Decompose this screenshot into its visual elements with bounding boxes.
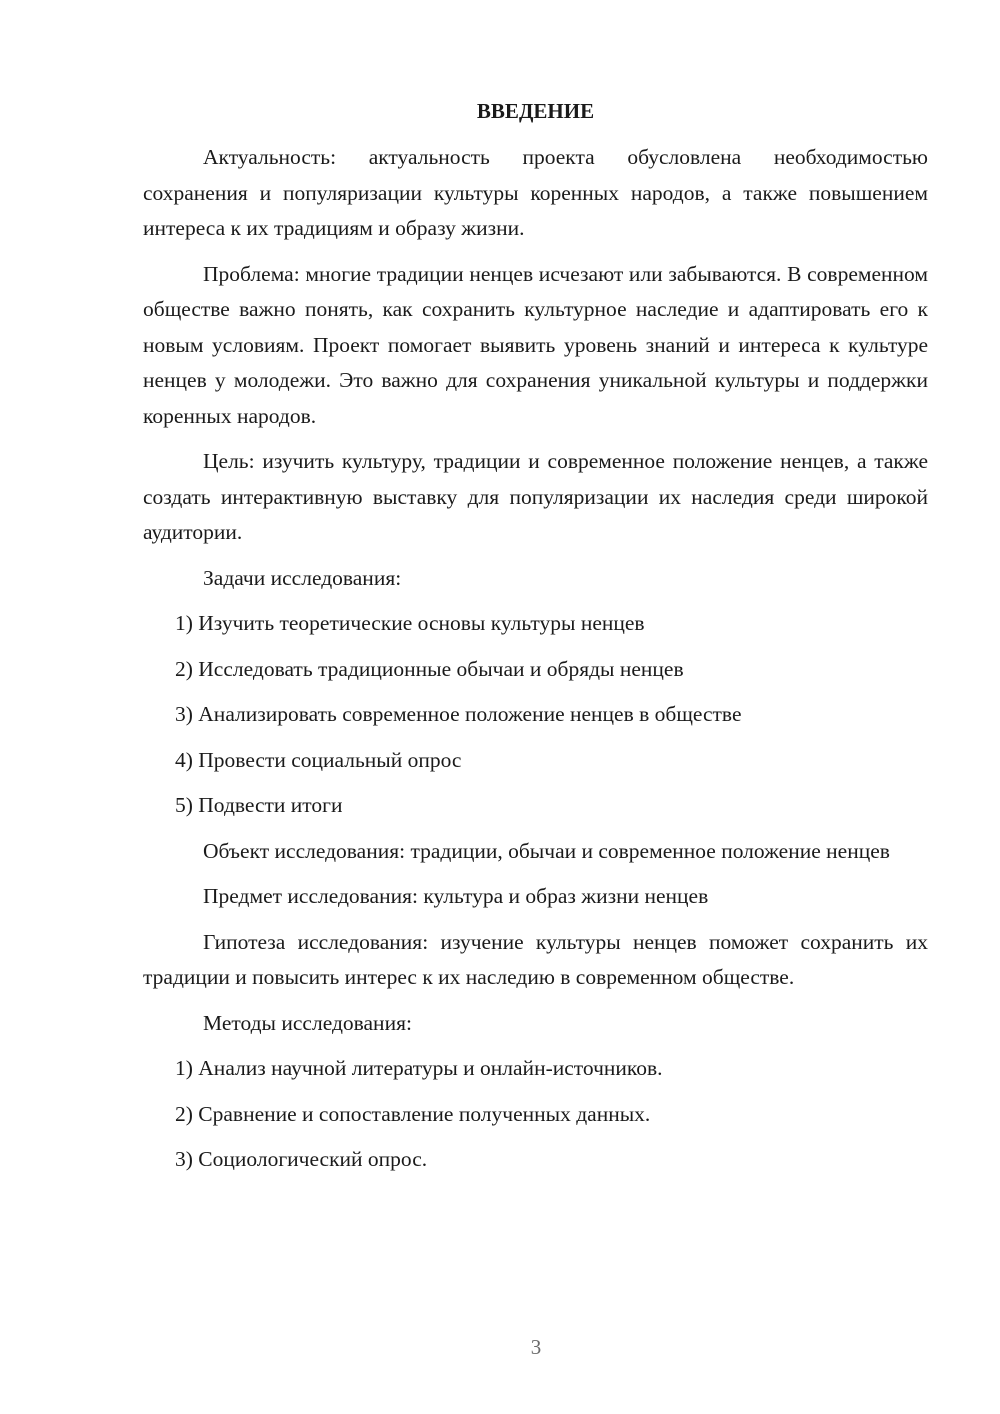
relevance-paragraph: Актуальность: актуальность проекта обусловлена необходимостью сохранения и популяризации культуры коренных народов, а также повышением интереса к их традициям и образу жизни. (143, 145, 928, 240)
goal-paragraph: Цель: изучить культуру, традиции и современное положение ненцев, а также создать интерактивную выставку для популяризации их наследия среди широкой аудитории. (143, 449, 928, 544)
object-paragraph: Объект исследования: традиции, обычаи и современное положение ненцев (203, 838, 890, 863)
method-item: 1) Анализ научной литературы и онлайн-источников. (175, 1056, 663, 1080)
hypothesis-paragraph: Гипотеза исследования: изучение культуры ненцев поможет сохранить их традиции и повысить интерес к их наследию в современном обществе. (143, 929, 928, 989)
task-item: 4) Провести социальный опрос (175, 747, 462, 772)
page-content (143, 94, 928, 1188)
task-item: 2) Исследовать традиционные обычаи и обряды ненцев (175, 656, 684, 681)
task-item: 1) Изучить теоретические основы культуры ненцев (175, 611, 645, 635)
method-item: 2) Сравнение и сопоставление полученных данных. (175, 1101, 651, 1126)
methods-heading: Методы исследования: (203, 1010, 412, 1035)
page-number: 3 (530, 1335, 542, 1359)
problem-paragraph: Проблема: многие традиции ненцев исчезают или забываются. В современном обществе важно понять, как сохранить культурное наследие и адаптировать его к новым условиям. Проект помогает выявить уровень знаний и интереса к культуре ненцев у молодежи. Это важно для сохранения уникальной культуры и поддержки коренных народов. (143, 261, 928, 428)
task-item: 5) Подвести итоги (175, 793, 343, 817)
subject-paragraph: Предмет исследования: культура и образ жизни ненцев (203, 884, 709, 908)
method-item: 3) Социологический опрос. (175, 1147, 428, 1171)
task-item: 3) Анализировать современное положение ненцев в обществе (175, 702, 742, 726)
tasks-heading: Задачи исследования: (203, 565, 402, 590)
section-title: ВВЕДЕНИЕ (476, 99, 595, 123)
